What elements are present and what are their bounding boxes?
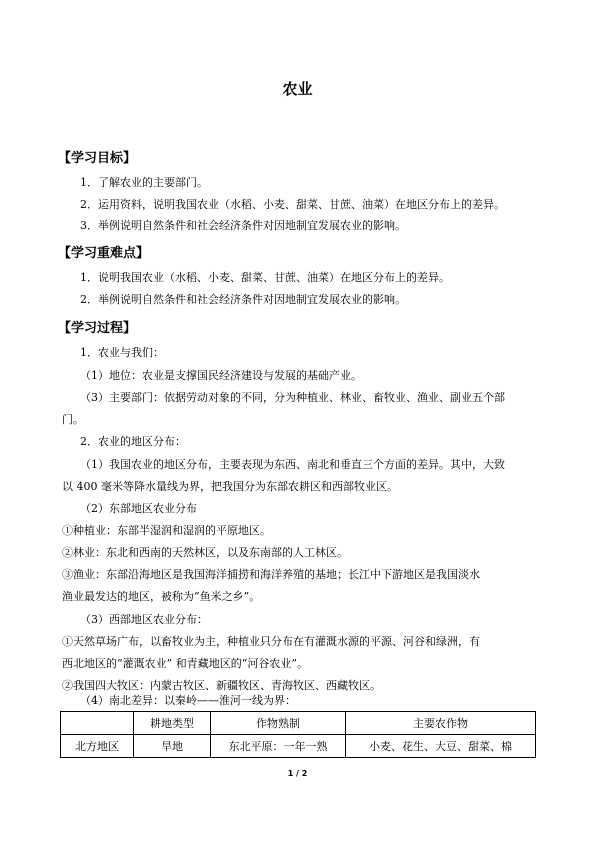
table-header-row [61, 712, 536, 735]
process-line: （4）南北差异：以秦岭——淮河一线为界： [80, 694, 296, 707]
page-title: 农业 [282, 80, 313, 98]
process-line: ②林业：东北和西南的天然林区，以及东南部的人工林区。 [62, 546, 348, 559]
crop-table [60, 711, 536, 758]
process-line: 以 400 毫米等降水量线为界，把我国分为东部农耕区和西部牧业区。 [62, 480, 398, 493]
process-line: （1）我国农业的地区分布，主要表现为东西、南北和垂直三个方面的差异。其中，大致 [80, 458, 505, 471]
process-line: 1．农业与我们： [80, 346, 164, 359]
table-header-cell [61, 712, 134, 735]
process-line: （1）地位：农业是支撑国民经济建设与发展的基础产业。 [80, 369, 362, 382]
process-line: ①种植业：东部半湿润和湿润的平原地区。 [62, 524, 271, 537]
process-line: ①天然草场广布，以畜牧业为主，种植业只分布在有灌溉水源的平源、河谷和绿洲，有 [62, 635, 480, 648]
table-header-cell: 主要农作物 [346, 712, 536, 735]
key-point-item: 2．举例说明自然条件和社会经济条件对因地制宜发展农业的影响。 [80, 293, 406, 306]
table-cell: 北方地区 [61, 735, 134, 758]
process-line: 渔业最发达的地区，被称为“鱼米之乡”。 [62, 590, 261, 603]
process-line: 门。 [62, 413, 84, 426]
process-line: （3）主要部门：依据劳动对象的不同，分为种植业、林业、畜牧业、渔业、副业五个部 [80, 391, 505, 404]
goal-item: 2．运用资料，说明我国农业（水稻、小麦、甜菜、甘蔗、油菜）在地区分布上的差异。 [80, 198, 505, 211]
process-heading: 【学习过程】 [58, 321, 137, 336]
table-cell: 东北平原：一年一熟 [211, 735, 346, 758]
goal-item: 3．举例说明自然条件和社会经济条件对因地制宜发展农业的影响。 [80, 219, 406, 232]
table-header-cell: 耕地类型 [134, 712, 211, 735]
table-cell: 小麦、花生、大豆、甜菜、棉 [346, 735, 536, 758]
goals-heading: 【学习目标】 [58, 151, 137, 166]
process-line: ③渔业：东部沿海地区是我国海洋捕捞和海洋养殖的基地；长江中下游地区是我国淡水 [62, 568, 480, 581]
key-point-item: 1．说明我国农业（水稻、小麦、甜菜、甘蔗、油菜）在地区分布上的差异。 [80, 271, 450, 284]
table-row [61, 735, 536, 758]
goal-item: 1．了解农业的主要部门。 [80, 176, 208, 189]
table-cell: 旱地 [134, 735, 211, 758]
process-line: ②我国四大牧区：内蒙古牧区、新疆牧区、青海牧区、西藏牧区。 [62, 679, 381, 692]
table-header-cell: 作物熟制 [211, 712, 346, 735]
process-line: 西北地区的“灌溉农业” 和青藏地区的“河谷农业”。 [62, 657, 308, 670]
page-number: 1 / 2 [287, 769, 308, 778]
process-line: （2）东部地区农业分布 [80, 502, 197, 515]
process-line: 2．农业的地区分布： [80, 435, 186, 448]
key-points-heading: 【学习重难点】 [58, 246, 150, 261]
process-line: （3）西部地区农业分布： [80, 613, 208, 626]
